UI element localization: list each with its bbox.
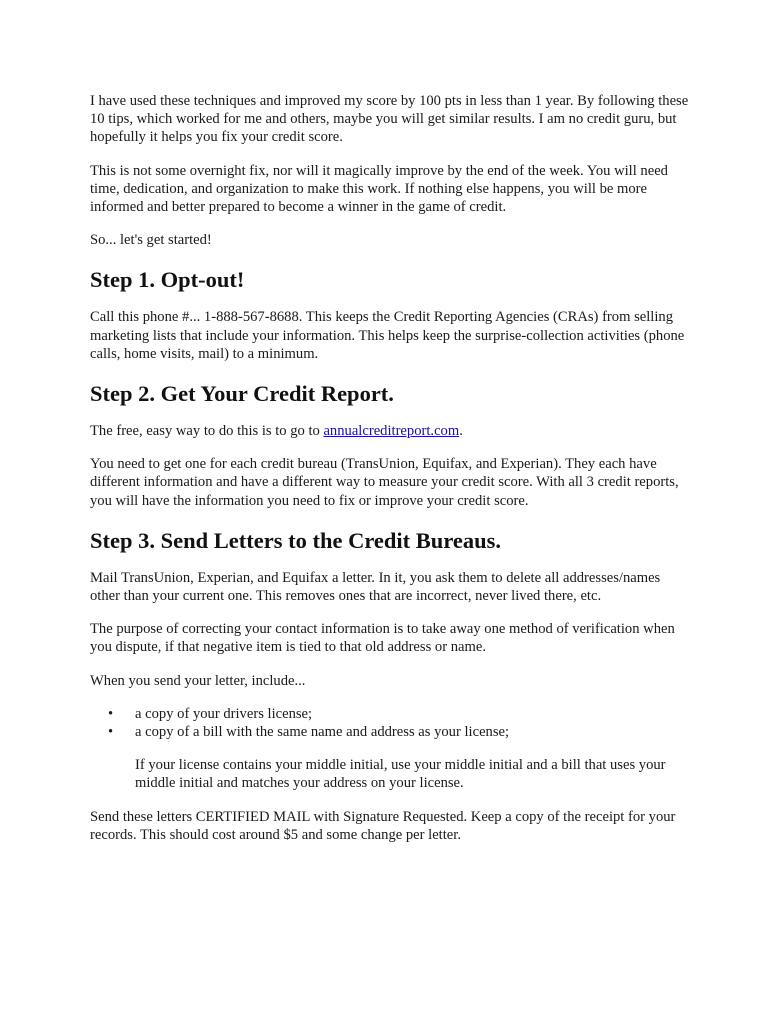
step-2-paragraph-2: You need to get one for each credit bureau (TransUnion, Equifax, and Experian). They each have different information and have a different way to measure your credit score. With all 3 credit reports, you will have the information you need to fix or improve your credit score. bbox=[90, 456, 679, 509]
include-list bbox=[90, 705, 690, 741]
list-item bbox=[108, 723, 690, 741]
step-2-link-suffix: . bbox=[459, 423, 463, 440]
bullet-icon: • bbox=[108, 724, 114, 741]
intro-paragraph-3: So... let's get started! bbox=[90, 232, 212, 249]
document-page bbox=[90, 92, 690, 844]
step-2-paragraph-1 bbox=[90, 422, 690, 440]
step-3-paragraph-3: When you send your letter, include... bbox=[90, 672, 306, 689]
step-3-paragraph-1: Mail TransUnion, Experian, and Equifax a letter. In it, you ask them to delete all addresses/names other than your current one. This removes ones that are incorrect, never lived there, etc. bbox=[90, 569, 661, 605]
list-item-text: a copy of a bill with the same name and address as your license; bbox=[135, 724, 510, 741]
intro-paragraph-1: I have used these techniques and improved my score by 100 pts in less than 1 year. By following these 10 tips, which worked for me and others, maybe you will get similar results. I am no credit guru, but hopefully it helps you fix your credit score. bbox=[90, 93, 689, 146]
step-1-heading: Step 1. Opt-out! bbox=[90, 267, 245, 293]
step-3-heading: Step 3. Send Letters to the Credit Bureaus. bbox=[90, 527, 502, 553]
intro-paragraph-2: This is not some overnight fix, nor will it magically improve by the end of the week. You will need time, dedication, and organization to make this work. If nothing else happens, you will be more informed and better prepared to become a winner in the game of credit. bbox=[90, 162, 668, 216]
step-3-paragraph-2: The purpose of correcting your contact information is to take away one method of verification when you dispute, if that negative item is tied to that old address or name. bbox=[90, 621, 675, 656]
step-2-link-prefix: The free, easy way to do this is to go to bbox=[90, 423, 324, 440]
step-2-heading: Step 2. Get Your Credit Report. bbox=[90, 381, 394, 407]
step-3-paragraph-4: Send these letters CERTIFIED MAIL with Signature Requested. Keep a copy of the receipt for your records. This should cost around $5 and some change per letter. bbox=[90, 808, 676, 843]
middle-initial-note: If your license contains your middle initial, use your middle initial and a bill that uses your middle initial and matches your address on your license. bbox=[135, 757, 666, 792]
list-item bbox=[108, 705, 690, 723]
bullet-icon: • bbox=[108, 705, 114, 722]
step-1-paragraph: Call this phone #... 1-888-567-8688. This keeps the Credit Reporting Agencies (CRAs) from selling marketing lists that include your information. This helps keep the surprise-collection activities (phone calls, home visits, mail) to a minimum. bbox=[90, 309, 685, 362]
annualcreditreport-link[interactable]: annualcreditreport.com bbox=[323, 423, 460, 440]
list-item-text: a copy of your drivers license; bbox=[135, 705, 313, 722]
